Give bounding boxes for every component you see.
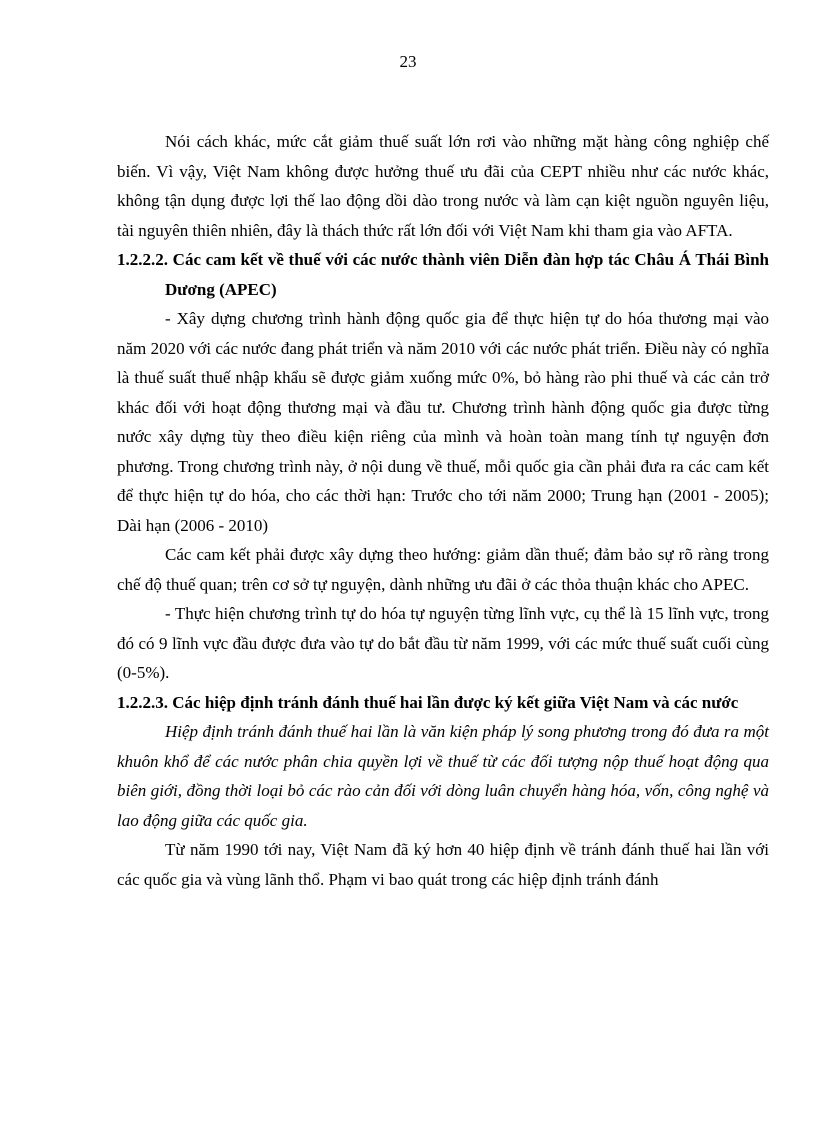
paragraph-5-definition: Hiệp định tránh đánh thuế hai lần là văn kiện pháp lý song phương trong đó đưa ra một khuôn khổ để các nước phân chia quyền lợi về thuế từ các đối tượng nộp thuế hoạt động qua biên giới, đồng thời loại bỏ các rào cản đối với dòng luân chuyển hàng hóa, vốn, công nghệ và lao động giữa các quốc gia. [117,722,769,830]
paragraph-2: - Xây dựng chương trình hành động quốc gia để thực hiện tự do hóa thương mại vào năm 2020 với các nước đang phát triển và năm 2010 với các nước phát triển. Điều này có nghĩa là thuế suất thuế nhập khẩu sẽ được giảm xuống mức 0%, bỏ hàng rào phi thuế và các cản trở khác đối với hoạt động thương mại và đầu tư. Chương trình hành động quốc gia được từng nước xây dựng tùy theo điều kiện riêng của mình và hoàn toàn mang tính tự nguyện đơn phương. Trong chương trình này, ở nội dung về thuế, mỗi quốc gia cần phải đưa ra các cam kết để thực hiện tự do hóa, cho các thời hạn: Trước cho tới năm 2000; Trung hạn (2001 - 2005); Dài hạn (2006 - 2010) [117,309,769,535]
section-heading-1-2-2-3: 1.2.2.3. Các hiệp định tránh đánh thuế hai lần được ký kết giữa Việt Nam và các nước [117,692,739,712]
paragraph-6: Từ năm 1990 tới nay, Việt Nam đã ký hơn 40 hiệp định về tránh đánh thuế hai lần với các quốc gia và vùng lãnh thổ. Phạm vi bao quát trong các hiệp định tránh đánh [117,840,769,889]
paragraph-3: Các cam kết phải được xây dựng theo hướng: giảm dần thuế; đảm bảo sự rõ ràng trong chế độ thuế quan; trên cơ sở tự nguyện, dành những ưu đãi ở các thỏa thuận khác cho APEC. [117,545,769,594]
page-content [117,127,769,894]
paragraph-4: - Thực hiện chương trình tự do hóa tự nguyện từng lĩnh vực, cụ thể là 15 lĩnh vực, trong đó có 9 lĩnh vực đầu được đưa vào tự do bắt đầu từ năm 1999, với các mức thuế suất cuối cùng (0-5%). [117,604,769,682]
page-number: 23 [399,52,417,71]
paragraph-1: Nói cách khác, mức cắt giảm thuế suất lớn rơi vào những mặt hàng công nghiệp chế biến. Vì vậy, Việt Nam không được hưởng thuế ưu đãi của CEPT nhiều như các nước khác, không tận dụng được lợi thế lao động dồi dào trong nước và làm cạn kiệt nguồn nguyên liệu, tài nguyên thiên nhiên, đây là thách thức rất lớn đối với Việt Nam khi tham gia vào AFTA. [117,132,769,240]
section-heading-1-2-2-2: 1.2.2.2. Các cam kết về thuế với các nước thành viên Diễn đàn hợp tác Châu Á Thái Bình Dương (APEC) [117,250,769,299]
